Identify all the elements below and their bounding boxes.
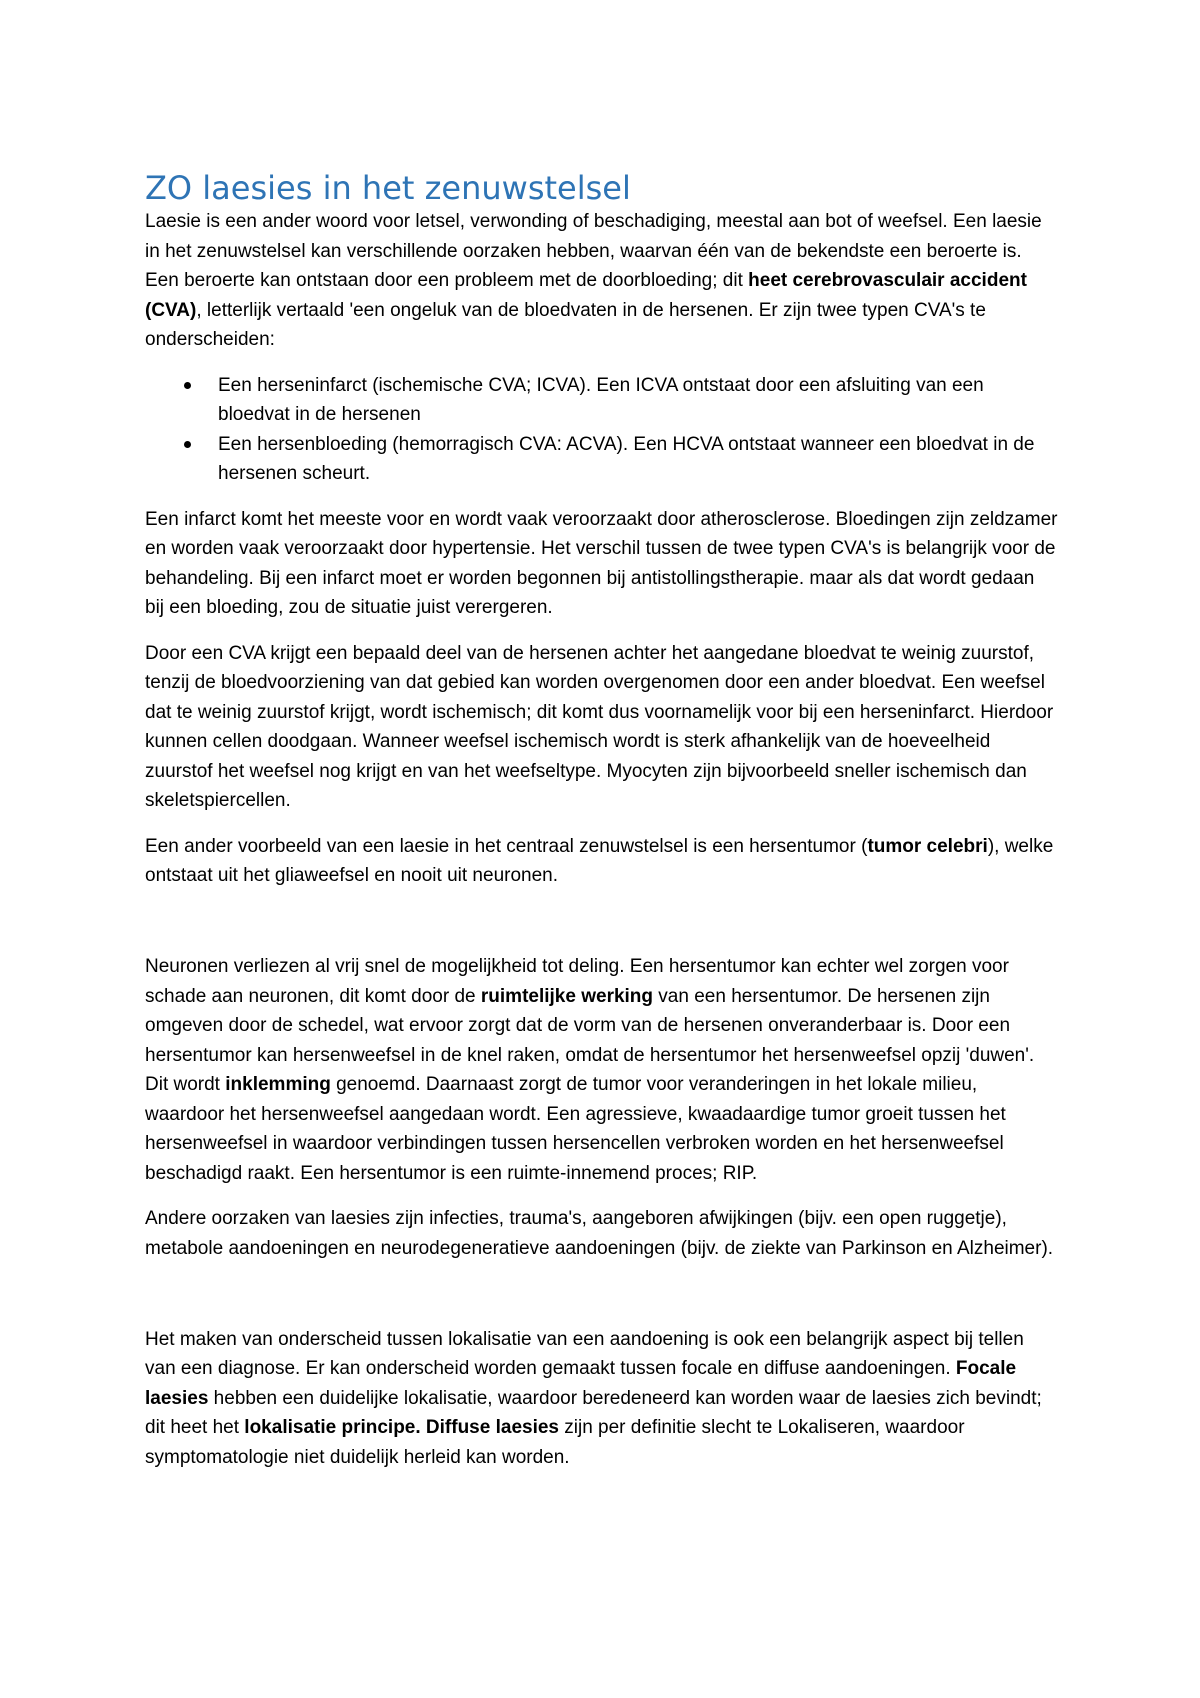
empty-paragraph [145, 1279, 1058, 1325]
localisation-text-1: Het maken van onderscheid tussen lokalisatie van een aandoening is ook een belangrijk aspect bij tellen van een diagnose. Er kan onderscheid worden gemaakt tussen focale en diffuse aandoeningen. [145, 1328, 1024, 1379]
bullet-icon [184, 441, 191, 448]
intro-paragraph [145, 207, 1058, 355]
neurons-text-2: van een hersentumor. De hersenen zijn omgeven door de schedel, wat ervoor zorgt dat de vorm van de hersenen onveranderbaar is. Door een hersentumor kan hersenweefsel in de knel raken, omdat de hersentumor het hersenweefsel opzij 'duwen'. Dit wordt [145, 985, 1035, 1095]
neurons-bold-term-1: ruimtelijke werking [480, 985, 654, 1007]
infarct-paragraph: Een infarct komt het meeste voor en wordt vaak veroorzaakt door atherosclerose. Bloedingen zijn zeldzamer en worden vaak veroorzaakt door hypertensie. Het verschil tussen de twee typen CVA's is belangrijk voor de behandeling. Bij een infarct moet er worden begonnen bij antistollingstherapie. maar als dat wordt gedaan bij een bloeding, zou de situatie juist verergeren. [145, 508, 1058, 618]
other-causes-paragraph: Andere oorzaken van laesies zijn infecties, trauma's, aangeboren afwijkingen (bijv. een open ruggetje), metabole aandoeningen en neurodegeneratieve aandoeningen (bijv. de ziekte van Parkinson en Alzheimer). [145, 1208, 1054, 1259]
localisation-paragraph [145, 1325, 1058, 1473]
tumor-text: Een ander voorbeeld van een laesie in het centraal zenuwstelsel is een hersentumor ( [145, 835, 868, 857]
localisation-text-3: zijn per definitie slecht te Lokaliseren, waardoor symptomatologie niet duidelijk herleid kan worden. [145, 1417, 965, 1468]
intro-bold-term: heet cerebrovasculair accident (CVA) [145, 270, 1027, 321]
localisation-bold-term-2: lokalisatie principe. Diffuse laesies [244, 1417, 559, 1438]
neurons-paragraph [145, 952, 1058, 1188]
list-item [145, 430, 1058, 489]
cva-types-list [145, 371, 1058, 489]
neurons-text-1: Neuronen verliezen al vrij snel de mogelijkheid tot deling. Een hersentumor kan echter wel zorgen voor schade aan neuronen, dit komt door de [145, 956, 1009, 1007]
document-page [145, 169, 1058, 1488]
tumor-text-continued: ), welke ontstaat uit het gliaweefsel en nooit uit neuronen. [145, 835, 1054, 886]
tumor-bold-term: tumor celebri [867, 835, 988, 857]
intro-text-continued: , letterlijk vertaald 'een ongeluk van de bloedvaten in de hersenen. Er zijn twee typen CVA's te onderscheiden: [145, 299, 986, 350]
list-item [145, 371, 1058, 430]
ischemia-paragraph: Door een CVA krijgt een bepaald deel van de hersenen achter het aangedane bloedvat te weinig zuurstof, tenzij de bloedvoorziening van dat gebied kan worden overgenomen door een ander bloedvat. Een weefsel dat te weinig zuurstof krijgt, wordt ischemisch; dit komt dus voornamelijk voor bij een herseninfarct. Hierdoor kunnen cellen doodgaan. Wanneer weefsel ischemisch wordt is sterk afhankelijk van de hoeveelheid zuurstof het weefsel nog krijgt en van het weefseltype. Myocyten zijn bijvoorbeeld sneller ischemisch dan skeletspiercellen. [145, 642, 1054, 811]
list-item-text: Een hersenbloeding (hemorragisch CVA: ACVA). Een HCVA ontstaat wanneer een bloedvat in de hersenen scheurt. [218, 433, 1035, 484]
localisation-text-2: hebben een duidelijke lokalisatie, waardoor beredeneerd kan worden waar de laesies zich bevindt; dit heet het [145, 1387, 1042, 1438]
document-title: ZO laesies in het zenuwstelsel [145, 169, 631, 207]
neurons-bold-term-2: inklemming [225, 1074, 331, 1095]
tumor-paragraph [145, 832, 1058, 891]
neurons-text-3: genoemd. Daarnaast zorgt de tumor voor veranderingen in het lokale milieu, waardoor het hersenweefsel aangedaan wordt. Een agressieve, kwaadaardige tumor groeit tussen het hersenweefsel in waardoor verbindingen tussen hersencellen verbroken worden en het hersenweefsel beschadigd raakt. Een hersentumor is een ruimte-innemend proces; RIP. [145, 1074, 1006, 1184]
bullet-icon [184, 382, 191, 389]
localisation-bold-term-1: Focale laesies [145, 1358, 1017, 1409]
list-item-text: Een herseninfarct (ischemische CVA; ICVA). Een ICVA ontstaat door een afsluiting van een bloedvat in de hersenen [218, 374, 984, 425]
empty-paragraph [145, 907, 1058, 953]
intro-text: Laesie is een ander woord voor letsel, verwonding of beschadiging, meestal aan bot of weefsel. Een laesie in het zenuwstelsel kan verschillende oorzaken hebben, waarvan één van de bekendste een beroerte is. Een beroerte kan ontstaan door een probleem met de doorbloeding; dit [145, 211, 1042, 291]
